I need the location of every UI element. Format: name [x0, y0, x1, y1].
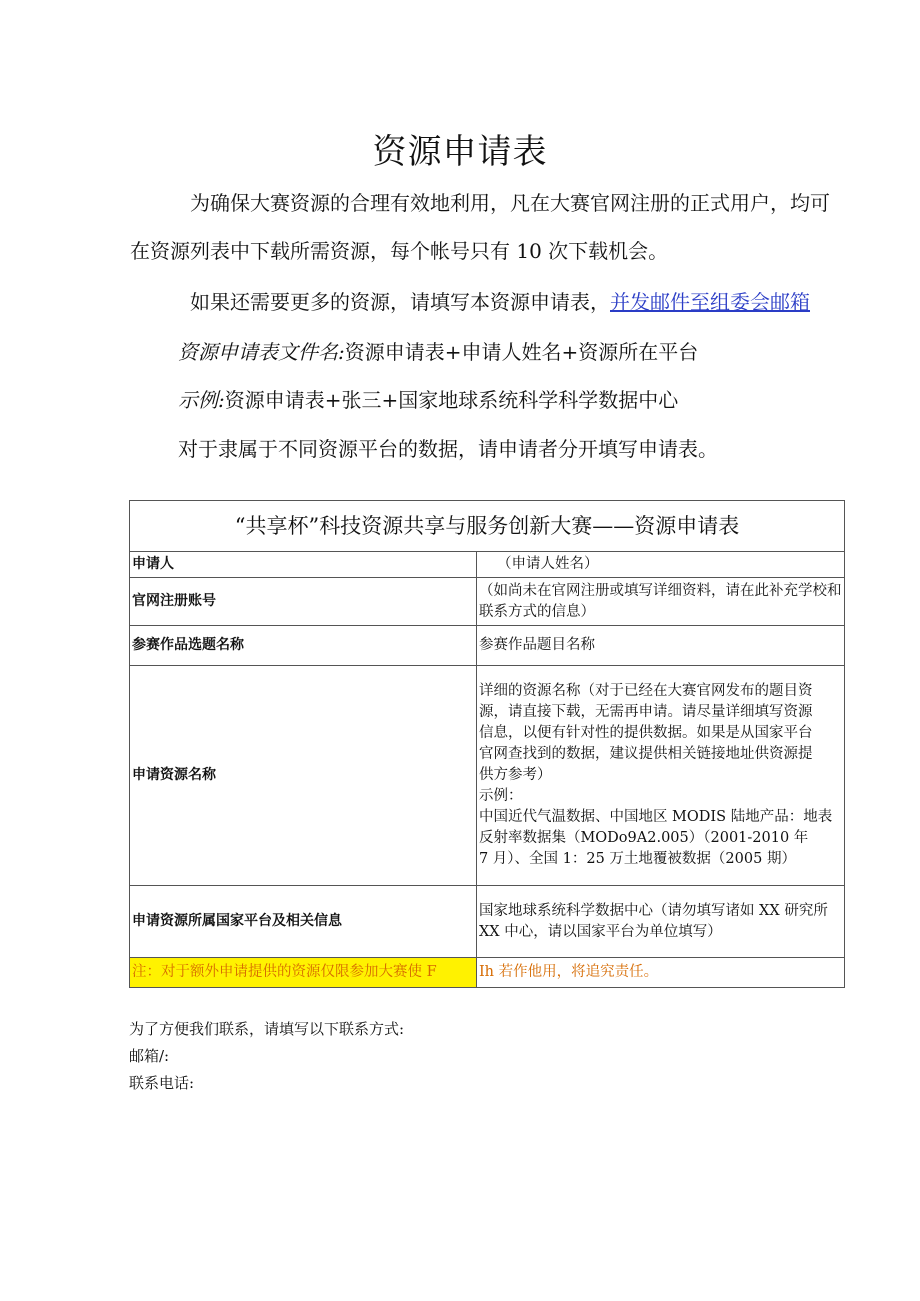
filename-label: 资源申请表文件名: [178, 340, 345, 364]
phone-label: 联系电话: [129, 1074, 195, 1092]
filename-line [178, 336, 698, 365]
topic-field[interactable]: 参赛作品题目名称 [476, 626, 844, 666]
resource-desc-line: 官网查找到的数据，建议提供相关链接地址供资源提 [478, 746, 813, 762]
platform-field[interactable]: 国家地球系统科学数据中心（请勿填写诸如 XX 研究所 XX 中心，请以国家平台为单位填写） [476, 886, 844, 958]
table-row [130, 666, 845, 886]
resource-desc-line: 源，请直接下载，无需再申请。请尽量详细填写资源 [478, 704, 813, 720]
account-field[interactable]: （如尚未在官网注册或填写详细资料，请在此补充学校和联系方式的信息） [476, 578, 844, 626]
request-text: 如果还需要更多的资源，请填写本资源申请表， [190, 290, 610, 314]
filename-value: 资源申请表+申请人姓名+资源所在平台 [344, 340, 699, 364]
resource-name-field[interactable] [476, 666, 844, 886]
request-paragraph [190, 286, 810, 315]
resource-desc-line: 示例： [478, 788, 523, 804]
table-row [130, 552, 845, 578]
usage-note-left: 注：对于额外申请提供的资源仅限参加大赛使 F [130, 958, 477, 988]
separate-platform-note: 对于隶属于不同资源平台的数据，请申请者分开填写申请表。 [178, 437, 718, 461]
resource-desc-line: 中国近代气温数据、中国地区 MODIS 陆地产品：地表 [478, 809, 833, 825]
applicant-field[interactable]: （申请人姓名） [476, 552, 844, 578]
resource-desc-line: 7 月）、全国 1：25 万土地覆被数据（2005 期） [478, 851, 796, 867]
example-label: 示例: [178, 388, 225, 412]
email-label: 邮箱/: [129, 1047, 170, 1065]
intro-line-2: 在资源列表中下载所需资源，每个帐号只有 10 次下载机会。 [130, 239, 669, 263]
platform-label: 申请资源所属国家平台及相关信息 [130, 886, 477, 958]
contact-intro: 为了方便我们联系，请填写以下联系方式: [129, 1020, 405, 1038]
form-header: “共享杯”科技资源共享与服务创新大赛——资源申请表 [130, 501, 845, 552]
topic-label: 参赛作品选题名称 [130, 626, 477, 666]
resource-name-label: 申请资源名称 [130, 666, 477, 886]
application-form-table [129, 500, 845, 988]
table-row [130, 886, 845, 958]
resource-desc-line: 供方参考） [478, 767, 552, 783]
account-label: 官网注册账号 [130, 578, 477, 626]
example-value: 资源申请表+张三+国家地球系统科学科学数据中心 [224, 388, 679, 412]
table-row [130, 578, 845, 626]
note-row [130, 958, 845, 988]
example-line [178, 384, 678, 413]
table-row [130, 626, 845, 666]
resource-desc-line: 详细的资源名称（对于已经在大赛官网发布的题目资 [478, 683, 813, 699]
applicant-label: 申请人 [130, 552, 477, 578]
form-header-row [130, 501, 845, 552]
resource-desc-line: 信息，以便有针对性的提供数据。如果是从国家平台 [478, 725, 813, 741]
usage-note-right: Ih 若作他用，将追究责任。 [476, 958, 844, 988]
page-title: 资源申请表 [372, 132, 548, 172]
email-committee-link[interactable]: 并发邮件至组委会邮箱 [610, 290, 810, 314]
intro-line-1: 为确保大赛资源的合理有效地利用，凡在大赛官网注册的正式用户，均可 [190, 191, 830, 215]
resource-desc-line: 反射率数据集（MODo9A2.005）（2001-2010 年 [478, 830, 809, 846]
